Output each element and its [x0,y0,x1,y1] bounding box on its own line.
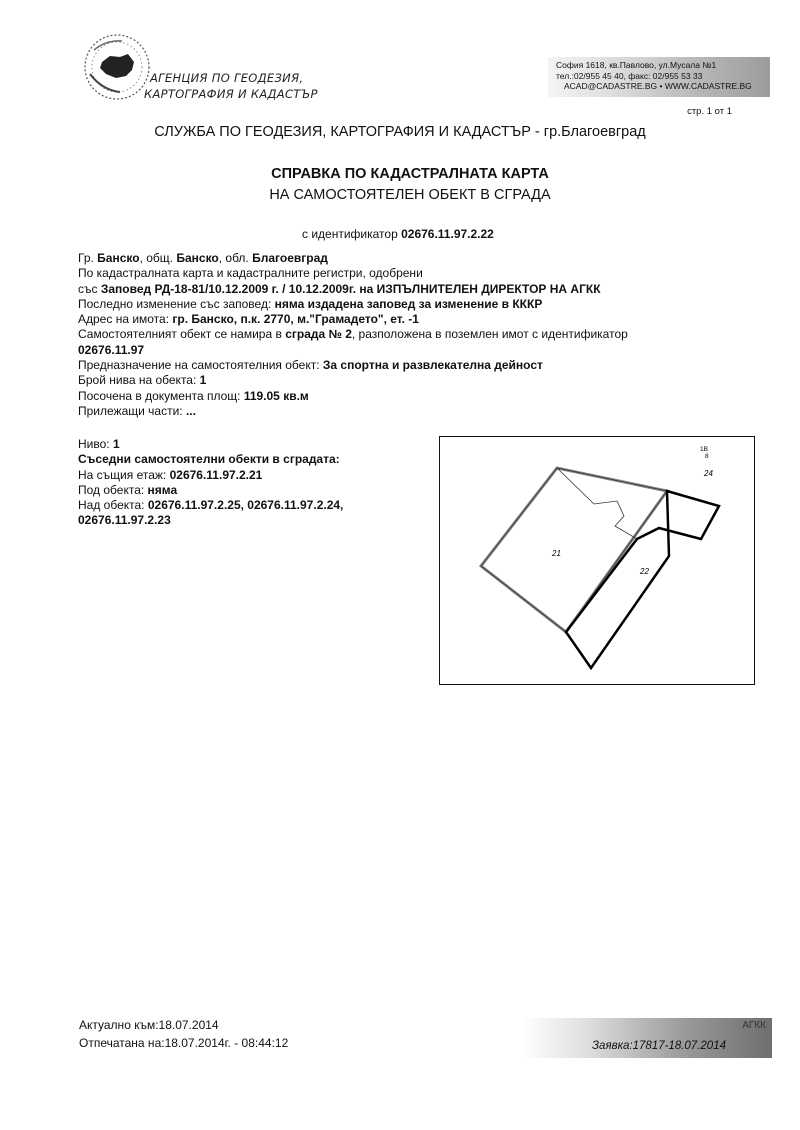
last-change-line [78,297,718,312]
parcel-line [78,343,718,358]
below-label: Под обекта: [78,482,148,497]
order-line [78,282,718,297]
printed-on: Отпечатана на:18.07.2014г. - 08:44:12 [79,1036,289,1050]
same-floor-label: На същия етаж: [78,467,170,482]
region: Благоевград [252,251,328,265]
contact-address: София 1618, кв.Павлово, ул.Мусала №1 [556,60,717,70]
level-block [78,437,418,529]
parcel-id: 02676.11.97 [78,342,145,357]
levels-line [78,373,718,388]
area-label: Посочена в документа площ: [78,388,244,403]
floor-plan-sketch [439,436,755,685]
identifier-label: с идентификатор [302,227,402,241]
level-line [78,437,418,452]
order-value: Заповед РД-18-81/10.12.2009 г. / 10.12.2009г. на ИЗПЪЛНИТЕЛЕН ДИРЕКТОР НА АГКК [100,281,601,296]
stamp-agency: АГКК [742,1020,766,1031]
address-line [78,312,718,327]
above-label: Над обекта: [78,498,148,513]
area-value: 119.05 кв.м [243,388,309,403]
unit-21-partition [557,468,637,539]
document-subtitle: НА САМОСТОЯТЕЛЕН ОБЕКТ В СГРАДА [269,187,551,203]
neighbors-heading-text: Съседни самостоятелни обекти в сградата: [78,452,340,467]
below-line [78,483,418,498]
same-floor-line [78,468,418,483]
municipality: Банско [176,251,219,265]
contact-phone: тел.:02/955 45 40, факс: 02/955 53 33 [556,70,703,81]
approval-line: По кадастралната карта и кадастралните регистри, одобрени [78,266,423,281]
building-number: сграда № 2 [285,327,352,342]
agency-logo [82,32,152,102]
above-line [78,498,418,513]
agency-line-2: КАРТОГРАФИЯ И КАДАСТЪР [144,87,318,101]
contact-block [548,57,770,97]
building-suffix: , разположена в поземлен имот с идентификатор [351,327,628,342]
building-line [78,327,718,342]
levels-label: Брой нива на обекта: [78,373,200,388]
last-change-label: Последно изменение със заповед: [78,296,275,311]
footer [79,1016,288,1052]
region-prefix: , обл. [218,251,253,265]
level-value: 1 [112,437,120,451]
above-value-2: 02676.11.97.2.23 [78,513,171,528]
address-value: гр. Банско, п.к. 2770, м."Грамадето", ет. -1 [172,312,419,327]
last-change-value: няма издадена заповед за изменение в КККР [274,296,543,311]
level-label: Ниво: [78,437,113,451]
order-prefix: със [78,281,101,296]
adjoining-value: ... [185,403,196,418]
identifier-line [302,227,494,241]
neighbors-heading [78,452,418,467]
current-as-of: Актуално към:18.07.2014 [79,1018,219,1032]
building-prefix: Самостоятелният обект се намира в [78,327,286,342]
purpose-label: Предназначение на самостоятелния обект: [78,358,323,373]
request-stamp [522,1018,772,1058]
location-line [78,251,718,266]
document-body [78,251,718,419]
unit-24-label: 24 [704,469,713,478]
above-line-2 [78,513,418,528]
adjoining-line [78,404,718,419]
contact-email-web: ACAD@CADASTRE.BG • WWW.CADASTRE.BG [564,81,752,91]
purpose-value: За спортна и развлекателна дейност [322,358,543,373]
unit-22-label: 22 [640,567,649,576]
purpose-line [78,358,718,373]
town: Банско [97,251,140,265]
unit-21-outline [481,468,667,632]
plan-top-mark: 1В [700,446,708,453]
document-title: СПРАВКА ПО КАДАСТРАЛНАТА КАРТА [271,166,549,182]
below-value: няма [147,482,178,497]
above-value: 02676.11.97.2.25, 02676.11.97.2.24, [147,498,344,513]
area-line [78,389,718,404]
address-label: Адрес на имота: [78,312,173,327]
municipality-prefix: , общ. [139,251,177,265]
same-floor-value: 02676.11.97.2.21 [169,467,263,482]
agency-line-1: АГЕНЦИЯ ПО ГЕОДЕЗИЯ, [150,71,304,85]
adjoining-label: Прилежащи части: [78,403,186,418]
unit-22-outline [566,491,719,668]
identifier-value: 02676.11.97.2.22 [401,227,494,241]
unit-21-label: 21 [552,549,561,558]
stamp-request-number: Заявка:17817-18.07.2014 [592,1040,726,1052]
location-prefix: Гр. [78,251,98,265]
unit-21-outline-inner [481,468,667,632]
service-title: СЛУЖБА ПО ГЕОДЕЗИЯ, КАРТОГРАФИЯ И КАДАСТЪР - гр.Благоевград [154,124,646,140]
plan-top-mark-2: 8 [705,453,709,460]
page-number: стр. 1 от 1 [687,106,732,117]
levels-value: 1 [199,373,207,388]
agency-name [144,70,318,102]
